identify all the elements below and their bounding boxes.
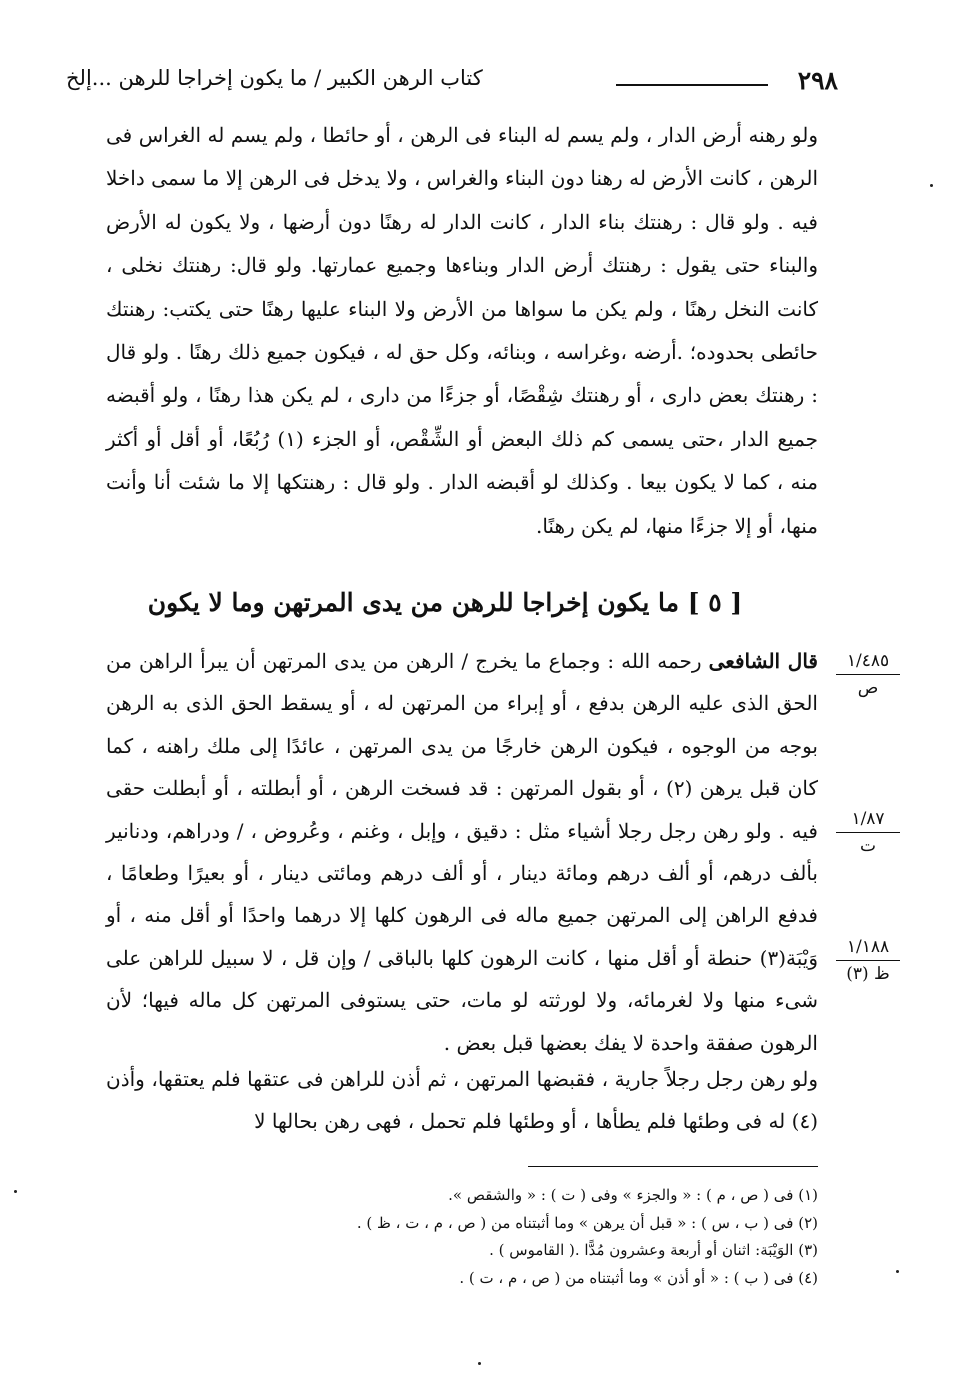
footnotes bbox=[118, 1182, 818, 1292]
scan-speck bbox=[930, 184, 933, 187]
margin-ref-number: ١/٨٧ bbox=[836, 808, 900, 833]
paragraph-3: ولو رهن رجل رجلاً جارية ، فقبضها المرتهن ، ثم أذن للراهن فى عتقها فلم يعتقها، وأذن (٤) له فى وطئها فلم يطأها ، أو وطئها فلم تحمل ، فهى رهن بحالها لا bbox=[106, 1067, 818, 1133]
margin-ref-number: ١/١٨٨ bbox=[836, 936, 900, 961]
scan-speck bbox=[478, 1362, 481, 1365]
paragraph-2-text: رحمه الله : وجماع ما يخرج / الرهن من يدى المرتهن أن يبرأ الراهن من الحق الذى عليه الرهن بدفع ، أو إبراء من المرتهن له ، أو يسقط الحق الذى به الرهن بوجه من الوجوه ، فيكون الرهن خارجًا من يدى المرتهن ، عائدًا إلى ملك راهنه ، كما كان قبل يرهن (٢) ، أو بقول المرتهن : قد فسخت الرهن ، أو أبطلته ، أو أبطلت حقى فيه . ولو رهن رجل رجلا أشياء مثل : دقيق ، وإبل ، وغنم ، وعُروض ، / ودراهم، ودنانير بألف درهم، أو ألف درهم ومائة دينار ، أو ألف درهم ومائتى دينار ، أو بعيرًا وطعامًا ، فدفع الراهن إلى المرتهن جميع ماله فى الرهون كلها إلا درهما واحدًا أو أقل منه ، أو وَيْبَة(٣) حنطة أو أقل منها ، كانت الرهون كلها بالباقى / وإن قل ، لا سبيل للراهن على شىء منها ولا لغرمائه، ولا لورثته لو مات، حتى يستوفى المرتهن كل ماله فيها؛ لأن الرهون صفقة واحدة لا يفك بعضها قبل بعض . bbox=[106, 649, 819, 1055]
page-number: ٢٩٨ bbox=[797, 66, 838, 95]
paragraph-2 bbox=[106, 640, 818, 1064]
running-title: كتاب الرهن الكبير / ما يكون إخراجا للرهن ...إلخ bbox=[66, 66, 483, 90]
paragraph-1: ولو رهنه أرض الدار ، ولم يسم له البناء فى الرهن ، أو حائطا ، ولم يسم له الغراس فى الرهن ، كانت الأرض له رهنا دون البناء والغراس ، ولا يدخل فى الرهن إلا ما سمى داخلا فيه . ولو قال : رهنتك بناء الدار ، كانت الدار له رهنًا دون أرضها ، ولا يكون له الأرض والبناء حتى يقول : رهنتك أرض الدار وبناءها وجميع عمارتها. ولو قال: رهنتك نخلى ، كانت النخل رهنًا ، ولم يكن ما سواها من الأرض ولا البناء عليها رهنًا حتى يكتب: رهنتك حائطى بحدوده؛ .أرضه ،وغراسه ، وبنائه، وكل حق له ، فيكون جميع ذلك رهنًا . ولو قال : رهنتك بعض دارى ، أو رهنتك شِقْصًا، أو جزءًا من دارى ، لم يكن هذا رهنًا ، ولو أقبضه جميع الدار ،حتى يسمى كم ذلك البعض أو الشِّقْص، أو الجزء (١) رُبُعًا، أو أقل أو أكثر منه ، كما لا يكون بيعا . وكذلك لو أقبضه الدار . ولو قال : رهنتكها إلا ما شئت أنا وأنت منها، أو إلا جزءًا منها، لم يكن رهنًا. bbox=[106, 123, 818, 538]
footnote: (٢) فى ( ب ، س ) : « قبل أن يرهن » وما أثبتناه من ( ص ، م ، ت ، ظ ) . bbox=[356, 1213, 818, 1232]
scan-speck bbox=[896, 1270, 899, 1273]
margin-ref-number: ١/٤٨٥ bbox=[836, 650, 900, 675]
footnote: (٣) الوَيْبَة: اثنان أو أربعة وعشرون مُدًّا .( القاموس ) . bbox=[489, 1241, 818, 1259]
header-rule bbox=[616, 84, 768, 86]
footnote-rule bbox=[528, 1166, 818, 1167]
margin-reference bbox=[836, 650, 900, 699]
margin-reference bbox=[836, 808, 900, 857]
page-header bbox=[66, 64, 846, 100]
section-heading: [ ٥ ] ما يكون إخراجا للرهن من يدى المرتهن وما لا يكون bbox=[147, 588, 743, 617]
margin-reference bbox=[836, 936, 900, 985]
footnote: (٤) فى ( ب ) : « أو أذن » وما أثبتناه من ( ص ، م ، ت ) . bbox=[459, 1268, 818, 1287]
speaker-label: قال الشافعى bbox=[708, 649, 818, 673]
footnote: (١) فى ( ص ، م ) : « والجزء » وفى ( ت ) : « والشقص ». bbox=[448, 1186, 818, 1204]
margin-ref-code: ظ (٣) bbox=[846, 964, 890, 984]
margin-ref-code: ص bbox=[857, 678, 879, 698]
scan-speck bbox=[14, 1190, 17, 1193]
margin-ref-code: ت bbox=[859, 836, 876, 856]
